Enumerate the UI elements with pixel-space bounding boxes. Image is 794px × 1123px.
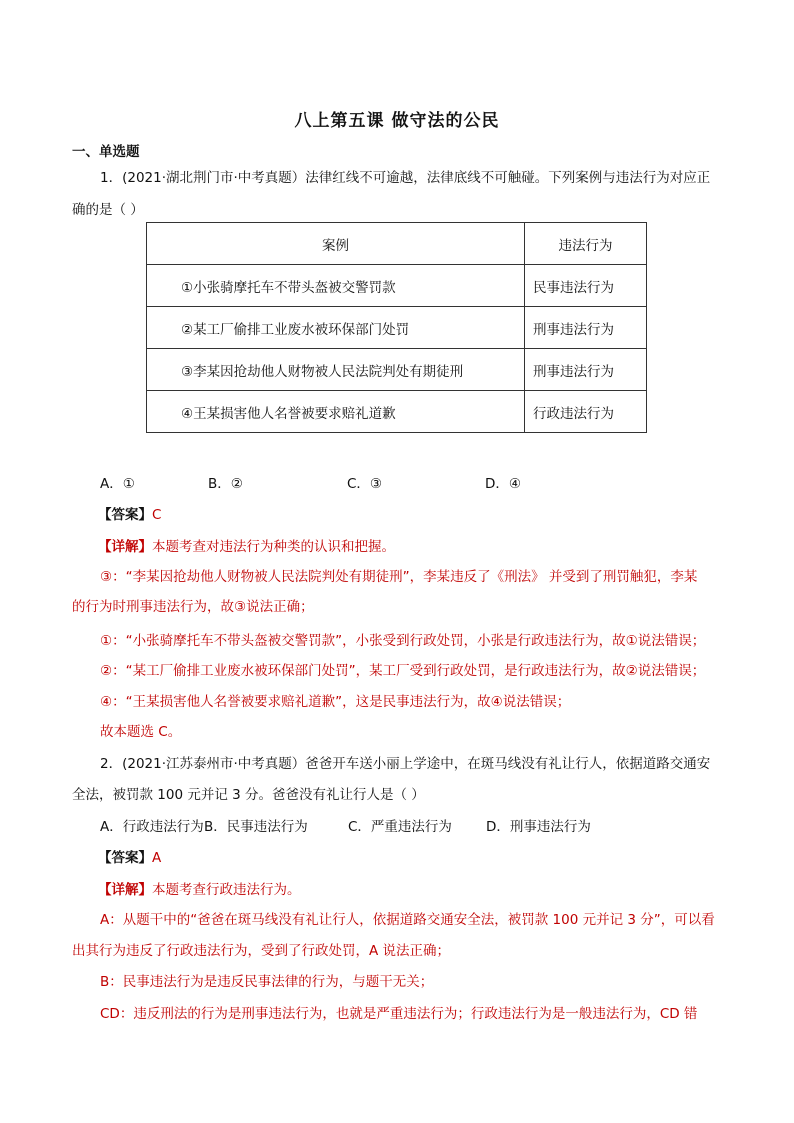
q2-answer [98,846,161,866]
q1-explain-line: 故本题选 C。 [100,724,182,740]
q1-answer [98,503,161,523]
q1-explain-line: 的行为时刑事违法行为，故③说法正确； [72,599,314,615]
table-row [147,265,647,307]
table-header-type: 违法行为 [525,223,647,265]
q2-stem-line2: 全法，被罚款 100 元并记 3 分。爸爸没有礼让行人是（ ） [72,787,425,803]
q1-option-a: A．① [100,476,135,492]
q2-option-b: B．民事违法行为 [204,819,308,835]
q1-explain-line: ②：“某工厂偷排工业废水被环保部门处罚”，某工厂受到行政处罚，是行政违法行为，故②说法错误； [100,663,706,679]
q2-explain-line: B：民事违法行为是违反民事法律的行为，与题干无关； [100,974,434,990]
table-header-row [147,223,647,265]
q2-explain-line: A：从题干中的“爸爸在斑马线没有礼让行人，依据道路交通安全法，被罚款 100 元并记 3 分”，可以看 [100,912,715,928]
q1-stem-line2: 确的是（ ） [72,202,144,218]
q1-stem-line1: 1．(2021·湖北荆门市·中考真题）法律红线不可逾越，法律底线不可触碰。下列案例与违法行为对应正 [100,170,711,186]
table-row [147,307,647,349]
q2-explain-line: 出其行为违反了行政违法行为，受到了行政处罚，A 说法正确； [72,943,451,959]
q1-option-d: D．④ [485,476,521,492]
table-cell-case: ①小张骑摩托车不带头盔被交警罚款 [147,265,525,307]
answer-label: 【答案】 [98,507,152,523]
q1-explain-line: ③：“李某因抢劫他人财物被人民法院判处有期徒刑”，李某违反了《刑法》 并受到了刑罚触犯，李某 [100,569,698,585]
q1-explain-line: ①：“小张骑摩托车不带头盔被交警罚款”，小张受到行政处罚，小张是行政违法行为，故①说法错误； [100,633,706,649]
q1-detail [98,535,395,555]
table-row [147,349,647,391]
table-cell-case: ②某工厂偷排工业废水被环保部门处罚 [147,307,525,349]
q2-stem-line1: 2．(2021·江苏泰州市·中考真题）爸爸开车送小丽上学途中，在斑马线没有礼让行人，依据道路交通安 [100,756,711,772]
page-title: 八上第五课 做守法的公民 [294,111,500,131]
detail-intro: 本题考查对违法行为种类的认识和把握。 [152,539,395,555]
q1-option-b: B．② [208,476,243,492]
section-heading: 一、单选题 [72,144,140,160]
table-cell-case: ③李某因抢劫他人财物被人民法院判处有期徒刑 [147,349,525,391]
table-cell-type: 刑事违法行为 [525,349,647,391]
answer-label: 【答案】 [98,850,152,866]
table-cell-type: 民事违法行为 [525,265,647,307]
table-row [147,391,647,433]
answer-value: C [152,507,162,523]
table-cell-type: 刑事违法行为 [525,307,647,349]
q2-option-c: C．严重违法行为 [348,819,452,835]
detail-label: 【详解】 [98,882,152,898]
answer-value: A [152,850,162,866]
q2-detail [98,878,301,898]
table-cell-type: 行政违法行为 [525,391,647,433]
q1-option-c: C．③ [347,476,383,492]
table-header-case: 案例 [147,223,525,265]
q2-option-a: A．行政违法行为 [100,819,204,835]
q2-option-d: D．刑事违法行为 [486,819,591,835]
q1-explain-line: ④：“王某损害他人名誉被要求赔礼道歉”，这是民事违法行为，故④说法错误； [100,694,571,710]
case-table [146,222,647,433]
detail-label: 【详解】 [98,539,152,555]
q2-explain-line: CD：违反刑法的行为是刑事违法行为，也就是严重违法行为；行政违法行为是一般违法行为，CD 错 [100,1006,698,1022]
table-cell-case: ④王某损害他人名誉被要求赔礼道歉 [147,391,525,433]
detail-intro: 本题考查行政违法行为。 [152,882,301,898]
